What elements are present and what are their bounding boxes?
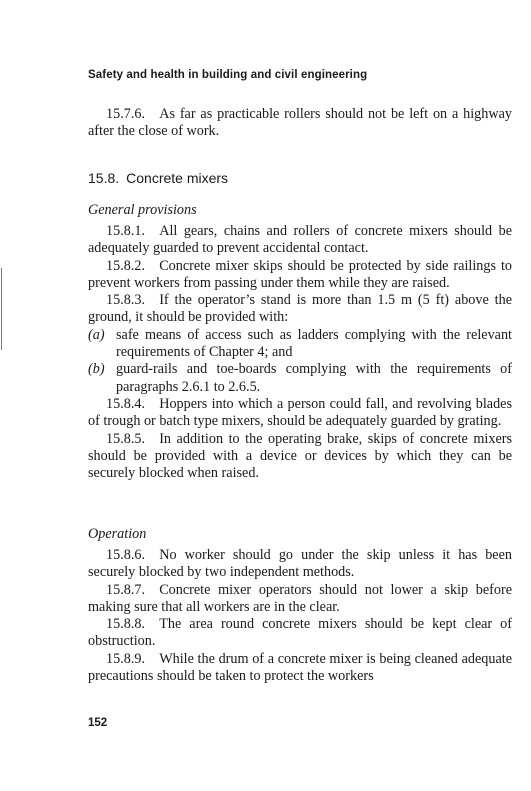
- paragraph-15-8-2: 15.8.2. Concrete mixer skips should be protected by side railings to prevent workers from passing under them while they are raised.: [88, 257, 512, 291]
- running-header: Safety and health in building and civil engineering: [88, 69, 368, 81]
- paragraph-15-8-1: 15.8.1. All gears, chains and rollers of concrete mixers should be adequately guarded to prevent accidental contact.: [88, 223, 512, 257]
- intro-block: [88, 106, 512, 141]
- paragraph-15-8-7: 15.8.7. Concrete mixer operators should not lower a skip before making sure that all workers are in the clear.: [88, 581, 512, 615]
- page-number: 152: [88, 717, 108, 729]
- paragraph-15-8-4: 15.8.4. Hoppers into which a person could fall, and revolving blades of trough or batch type mixers, should be adequately guarded by grating.: [88, 395, 512, 430]
- paragraph-15-8-8: 15.8.8. The area round concrete mixers should be kept clear of obstruction.: [88, 616, 512, 650]
- list-item-b: [88, 361, 512, 396]
- subheading-operation: Operation: [88, 526, 147, 542]
- list-marker-b: (b): [88, 361, 105, 378]
- list-text-a: safe means of access such as ladders complying with the relevant requirements of Chapter 4; and: [116, 326, 512, 361]
- operation-block: [88, 547, 512, 685]
- paragraph-15-8-9: 15.8.9. While the drum of a concrete mixer is being cleaned adequate precautions should be taken to protect the workers: [88, 650, 512, 685]
- paragraph-15-7-6: 15.7.6. As far as practicable rollers should not be left on a highway after the close of work.: [88, 106, 512, 140]
- list-text-b: guard-rails and toe-boards complying with the requirements of paragraphs 2.6.1 to 2.6.5.: [116, 361, 512, 395]
- paragraph-15-8-6: 15.8.6. No worker should go under the skip unless it has been securely blocked by two independent methods.: [88, 547, 512, 581]
- section-heading: 15.8. Concrete mixers: [88, 170, 229, 186]
- paragraph-15-8-5: 15.8.5. In addition to the operating brake, skips of concrete mixers should be provided with a device or devices by which they can be securely blocked when raised.: [88, 430, 512, 482]
- general-provisions-block: [88, 223, 512, 482]
- paragraph-15-8-3: 15.8.3. If the operator’s stand is more than 1.5 m (5 ft) above the ground, it should be provided with:: [88, 292, 512, 326]
- list-item-a: [88, 327, 512, 362]
- scan-margin-mark: [1, 268, 2, 350]
- list-marker-a: (a): [88, 326, 105, 343]
- subheading-general-provisions: General provisions: [88, 202, 197, 218]
